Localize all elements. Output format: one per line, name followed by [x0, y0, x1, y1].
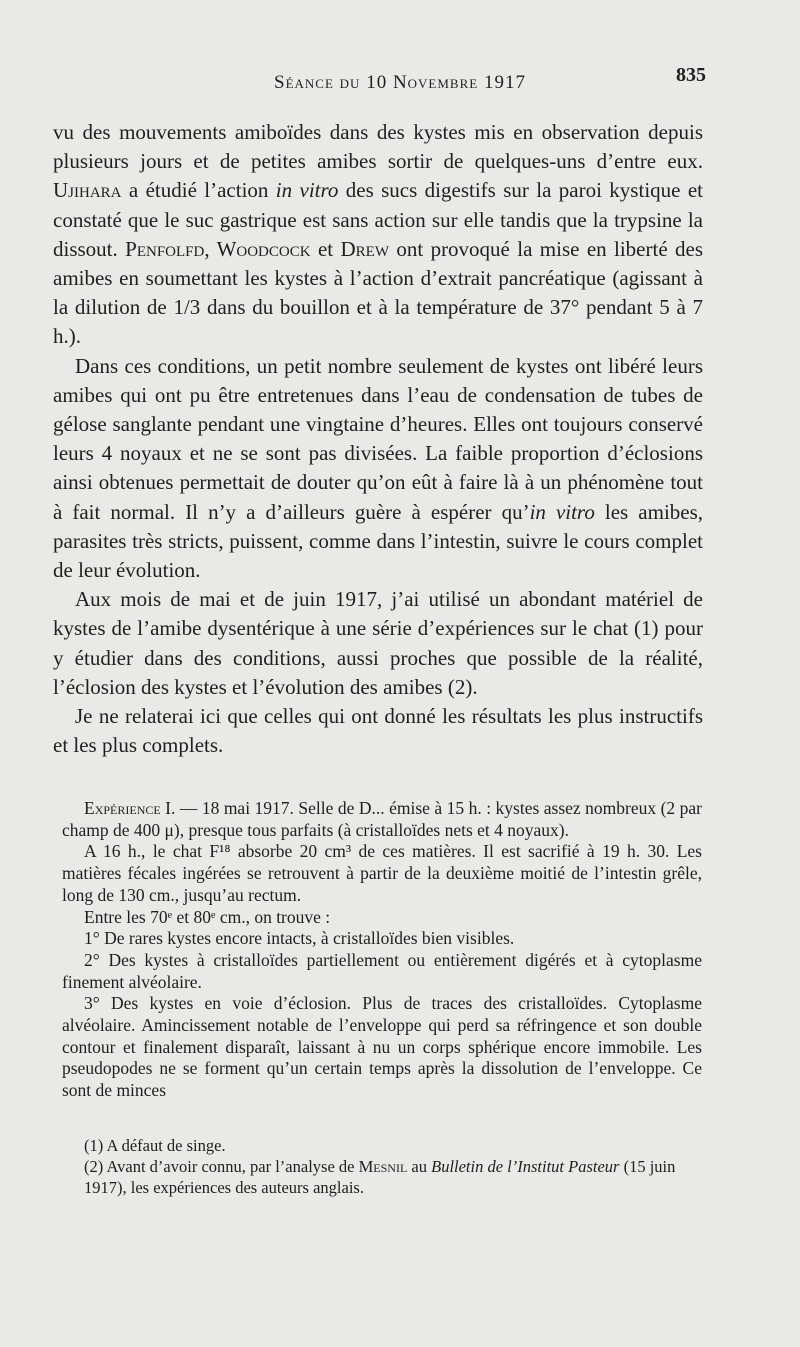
footnotes — [62, 1135, 707, 1198]
text-run: (2) Avant d’avoir connu, par l’analyse de — [84, 1157, 355, 1176]
main-text — [53, 118, 703, 760]
emphasis: in vitro — [529, 499, 595, 524]
text-run: Dans ces conditions, un petit nombre seulement de kystes ont libéré leurs amibes qui ont pu être entretenues dans l’eau de condensation de tubes de gélose sanglante pendant une vingtaine d’heures. Elles ont toujours conservé leurs 4 noyaux et ne se sont pas divisées. La faible proportion d’éclosions ainsi obtenues permettait de douter qu’on eût à faire là à un phénomène tout à fait normal. Il n’y a d’ailleurs guère à espérer qu’ — [53, 353, 703, 524]
text-run: (15 juin 1917), les expériences des auteurs anglais. — [84, 1157, 676, 1197]
paragraph-3: Aux mois de mai et de juin 1917, j’ai utilisé un abondant matériel de kystes de l’amibe dysentérique à une série d’expériences sur le chat (1) pour y étudier dans des conditions, aussi proches que possible de la réalité, l’éclosion des kystes et l’évolution des amibes (2). — [53, 587, 703, 699]
running-title: Séance du 10 Novembre 1917 — [274, 72, 526, 93]
paragraph-1 — [53, 118, 703, 352]
footnote-1: (1) A défaut de singe. — [84, 1136, 226, 1155]
text-run: les amibes, parasites très stricts, puissent, comme dans l’intestin, suivre le cours complet de leur évolution. — [53, 499, 704, 583]
experiment-item-1: 1° De rares kystes encore intacts, à cristalloïdes bien visibles. — [84, 928, 515, 949]
author-name: Mesnil — [358, 1157, 408, 1176]
paragraph-2 — [53, 352, 703, 586]
text-run: ont provoqué la mise en liberté des amibes en soumettant les kystes à l’action d’extrait pancréatique (agissant à la dilution de 1/3 dans du bouillon et à la température de 37° pendant 5 à 7 h.). — [53, 236, 704, 349]
emphasis: in vitro — [275, 178, 339, 203]
experiment-paragraph: Entre les 70ᵉ et 80ᵉ cm., on trouve : — [84, 906, 331, 927]
experiment-section — [62, 798, 702, 1102]
experiment-label: Expérience I. — [84, 798, 176, 818]
text-run: au — [411, 1157, 427, 1176]
text-run: vu des mouvements amiboïdes dans des kystes mis en observation depuis plusieurs jours et de petites amibes sortir de quelques-uns d’entre eux. — [53, 120, 703, 174]
text-run: — 18 mai 1917. Selle de D... émise à 15 h. : kystes assez nombreux (2 par champ de 400 μ), presque tous parfaits (à cristalloïdes nets et 4 noyaux). — [62, 798, 702, 840]
experiment-item-3: 3° Des kystes en voie d’éclosion. Plus de traces des cristalloïdes. Cytoplasme alvéolaire. Amincissement notable de l’enveloppe qui perd sa réfringence et son double contour et finalement disparaît, laissant à nu un corps sphérique encore immobile. Les pseudopodes ne se forment qu’un certain temps après la dissolution de l’enveloppe. Ce sont de minces — [62, 993, 702, 1101]
page-number: 835 — [676, 64, 706, 86]
footnote-2 — [62, 1156, 707, 1198]
experiment-intro — [62, 798, 702, 841]
journal-title: Bulletin de l’Institut Pasteur — [431, 1157, 620, 1176]
text-run: et — [317, 236, 334, 261]
author-name: Ujihara — [53, 178, 122, 203]
experiment-item-2: 2° Des kystes à cristalloïdes partiellement ou entièrement digérés et à cytoplasme finement alvéolaire. — [62, 949, 702, 992]
author-name: Penfolfd, Woodcock — [125, 236, 311, 261]
author-name: Drew — [340, 236, 389, 261]
paragraph-4: Je ne relaterai ici que celles qui ont donné les résultats les plus instructifs et les plus complets. — [53, 704, 703, 758]
text-run: des sucs digestifs sur la paroi kystique et constaté que le suc gastrique est sans action sur elle tandis que la trypsine la dissout. — [53, 178, 703, 261]
experiment-paragraph: A 16 h., le chat F¹⁸ absorbe 20 cm³ de ces matières. Il est sacrifié à 19 h. 30. Les matières fécales ingérées se retrouvent à partir de la deuxième moitié de l’intestin grêle, long de 130 cm., jusqu’au rectum. — [62, 841, 702, 905]
text-run: a étudié l’action — [128, 178, 269, 203]
